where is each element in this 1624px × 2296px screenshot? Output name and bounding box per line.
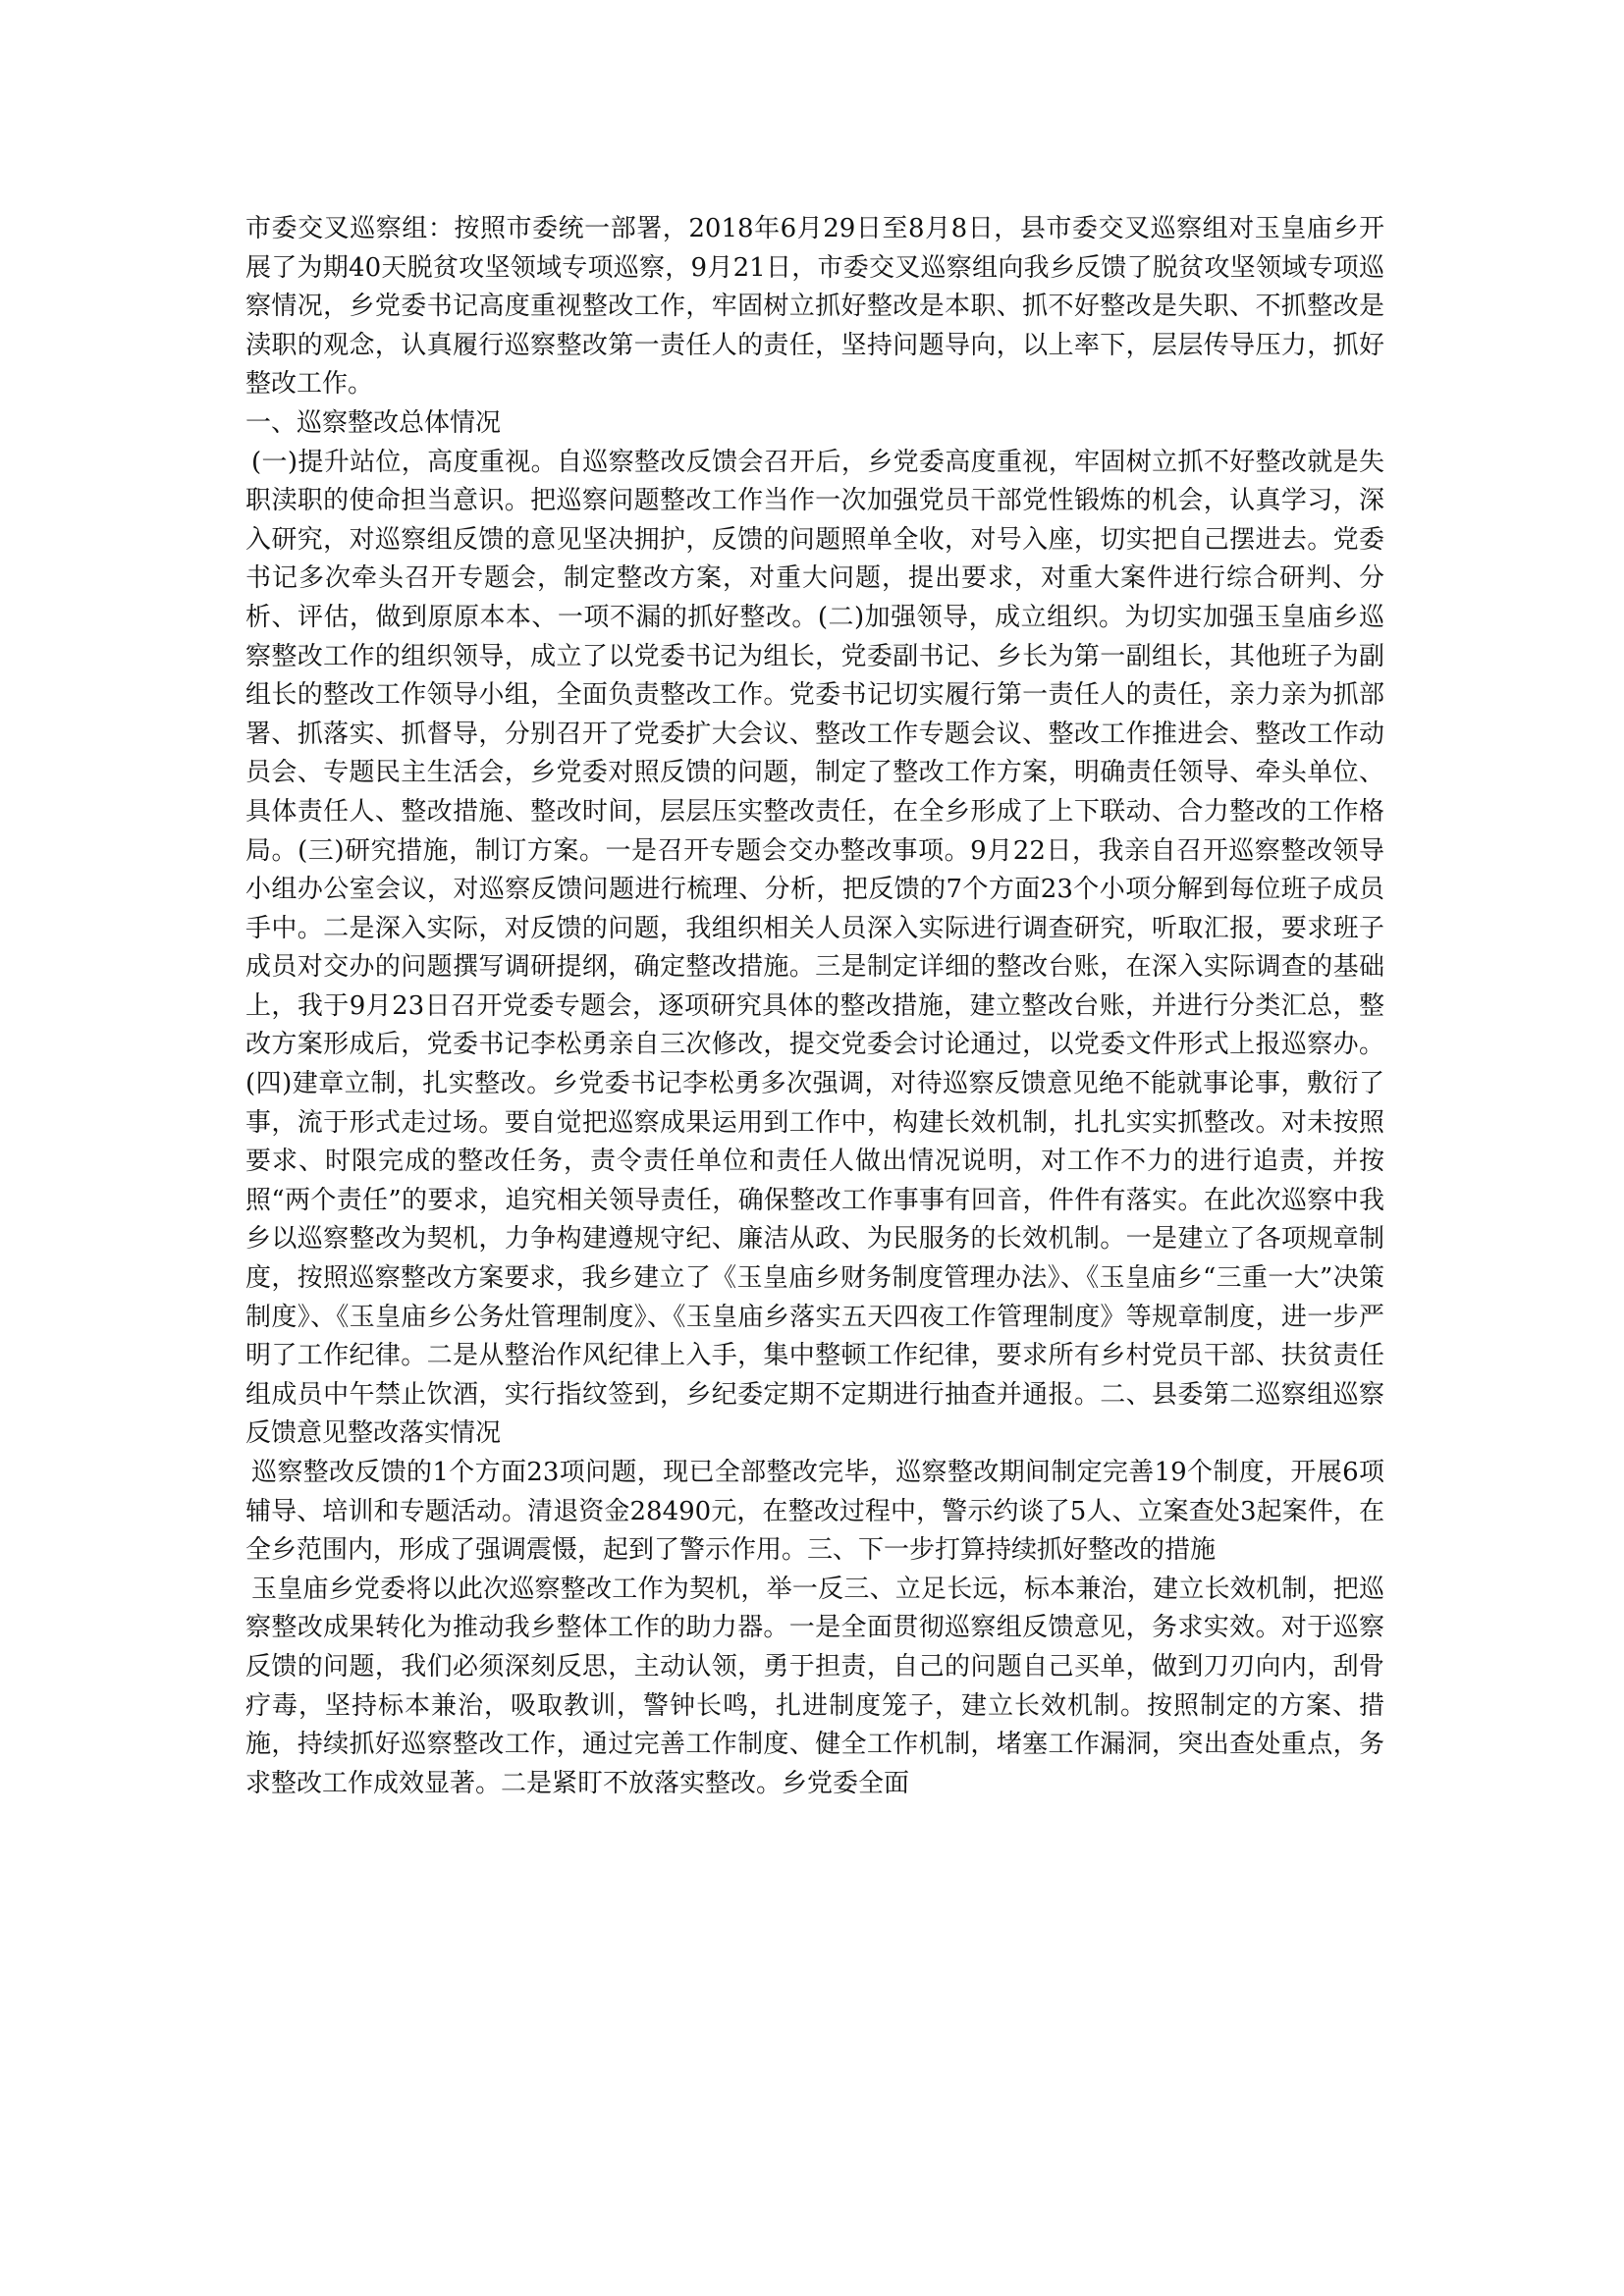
body-paragraph-1: (一)提升站位，高度重视。自巡察整改反馈会召开后，乡党委高度重视，牢固树立抓不好整改就是失职渎职的使命担当意识。把巡察问题整改工作当作一次加强党员干部党性锻炼的机会，认真学习，深入研究，对巡察组反馈的意见坚决拥护，反馈的问题照单全收，对号入座，切实把自己摆进去。党委书记多次牵头召开专题会，制定整改方案，对重大问题，提出要求，对重大案件进行综合研判、分析、评估，做到原原本本、一项不漏的抓好整改。(二)加强领导，成立组织。为切实加强玉皇庙乡巡察整改工作的组织领导，成立了以党委书记为组长，党委副书记、乡长为第一副组长，其他班子为副组长的整改工作领导小组，全面负责整改工作。党委书记切实履行第一责任人的责任，亲力亲为抓部署、抓落实、抓督导，分别召开了党委扩大会议、整改工作专题会议、整改工作推进会、整改工作动员会、专题民主生活会，乡党委对照反馈的问题，制定了整改工作方案，明确责任领导、牵头单位、具体责任人、整改措施、整改时间，层层压实整改责任，在全乡形成了上下联动、合力整改的工作格局。(三)研究措施，制订方案。一是召开专题会交办整改事项。9月22日，我亲自召开巡察整改领导小组办公室会议，对巡察反馈问题进行梳理、分析，把反馈的7个方面23个小项分解到每位班子成员手中。二是深入实际，对反馈的问题，我组织相关人员深入实际进行调查研究，听取汇报，要求班子成员对交办的问题撰写调研提纲，确定整改措施。三是制定详细的整改台账，在深入实际调查的基础上，我于9月23日召开党委专题会，逐项研究具体的整改措施，建立整改台账，并进行分类汇总，整改方案形成后，党委书记李松勇亲自三次修改，提交党委会讨论通过，以党委文件形式上报巡察办。(四)建章立制，扎实整改。乡党委书记李松勇多次强调，对待巡察反馈意见绝不能就事论事，敷衍了事，流于形式走过场。要自觉把巡察成果运用到工作中，构建长效机制，扎扎实实抓整改。对未按照要求、时限完成的整改任务，责令责任单位和责任人做出情况说明，对工作不力的进行追责，并按照“两个责任”的要求，追究相关领导责任，确保整改工作事事有回音，件件有落实。在此次巡察中我乡以巡察整改为契机，力争构建遵规守纪、廉洁从政、为民服务的长效机制。一是建立了各项规章制度，按照巡察整改方案要求，我乡建立了《玉皇庙乡财务制度管理办法》、《玉皇庙乡“三重一大”决策制度》、《玉皇庙乡公务灶管理制度》、《玉皇庙乡落实五天四夜工作管理制度》等规章制度，进一步严明了工作纪律。二是从整治作风纪律上入手，集中整顿工作纪律，要求所有乡村党员干部、扶贫责任组成员中午禁止饮酒，实行指纹签到，乡纪委定期不定期进行抽查并通报。二、县委第二巡察组巡察反馈意见整改落实情况 (245, 447, 1384, 1449)
body-paragraph-3: 玉皇庙乡党委将以此次巡察整改工作为契机，举一反三、立足长远，标本兼治，建立长效机制，把巡察整改成果转化为推动我乡整体工作的助力器。一是全面贯彻巡察组反馈意见，务求实效。对于巡察反馈的问题，我们必须深刻反思，主动认领，勇于担责，自己的问题自己买单，做到刀刃向内，刮骨疗毒，坚持标本兼治，吸取教训，警钟长鸣，扎进制度笼子，建立长效机制。按照制定的方案、措施，持续抓好巡察整改工作，通过完善工作制度、健全工作机制，堵塞工作漏洞，突出查处重点，务求整改工作成效显著。二是紧盯不放落实整改。乡党委全面 (245, 1574, 1384, 1798)
intro-paragraph: 市委交叉巡察组：按照市委统一部署，2018年6月29日至8月8日，县市委交叉巡察组对玉皇庙乡开展了为期40天脱贫攻坚领域专项巡察，9月21日，市委交叉巡察组向我乡反馈了脱贫攻坚领域专项巡察情况，乡党委书记高度重视整改工作，牢固树立抓好整改是本职、抓不好整改是失职、不抓整改是渎职的观念，认真履行巡察整改第一责任人的责任，坚持问题导向，以上率下，层层传导压力，抓好整改工作。 (245, 214, 1384, 400)
body-paragraph-2: 巡察整改反馈的1个方面23项问题，现已全部整改完毕，巡察整改期间制定完善19个制度，开展6项辅导、培训和专题活动。清退资金28490元，在整改过程中，警示约谈了5人、立案查处3起案件，在全乡范围内，形成了强调震慑，起到了警示作用。三、下一步打算持续抓好整改的措施 (245, 1458, 1384, 1566)
document-body (245, 210, 1384, 1803)
section-heading-1: 一、巡察整改总体情况 (245, 407, 502, 438)
